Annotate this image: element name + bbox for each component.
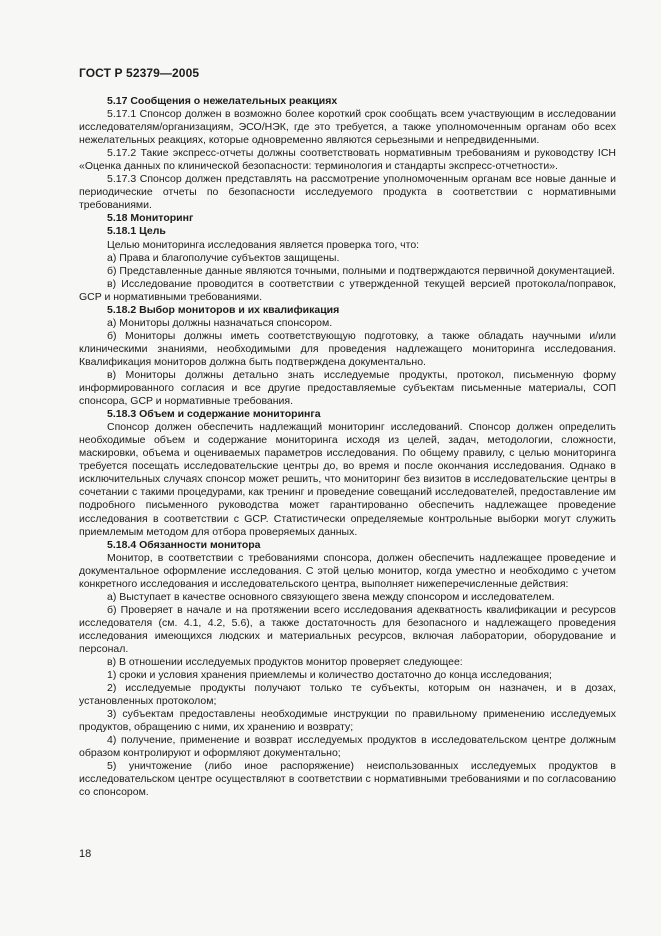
list-item: 3) субъектам предоставлены необходимые инструкции по правильному применению исследуемых продуктов, обращению с ними, их хранению и возврату; bbox=[79, 708, 616, 734]
paragraph: 5.17.3 Спонсор должен представлять на рассмотрение уполномоченным органам все новые данные и периодические отчеты по безопасности исследуемого продукта в соответствии с нормативными требованиями. bbox=[79, 173, 616, 212]
list-item: в) Исследование проводится в соответствии с утвержденной текущей версией протокола/поправок, GCP и нормативными требованиями. bbox=[79, 277, 616, 303]
list-item: в) Мониторы должны детально знать исследуемые продукты, протокол, письменную форму информированного согласия и все другие предоставляемые субъектам письменные материалы, СОП спонсора, GCP и нормативные требования. bbox=[79, 368, 616, 408]
paragraph: Целью мониторинга исследования является проверка того, что: bbox=[107, 238, 420, 251]
subsection-heading: 5.18.4 Обязанности монитора bbox=[107, 538, 261, 551]
document-body bbox=[79, 95, 616, 800]
paragraph: Спонсор должен обеспечить надлежащий мониторинг исследований. Спонсор должен определить необходимые объем и содержание мониторинга исходя из целей, задач, методологии, сложности, маскировки, объема и оцениваемых параметров исследования. По общему правилу, с целью мониторинга требуется посещать исследовательские центры до, во время и после окончания исследования. Однако в исключительных случаях спонсор может решить, что мониторинг без визитов в исследовательские центры в сочетании с такими процедурами, как тренинг и проведение совещаний исследователей, предоставление им подробного письменного руководства может гарантированно обеспечить надлежащее проведение исследования в соответствии с GCP. Статистически определяемые контрольные выборки могут служить приемлемым методом для отбора проверяемых данных. bbox=[79, 421, 616, 538]
section-heading: 5.17 Сообщения о нежелательных реакциях bbox=[107, 95, 338, 107]
paragraph: 5.17.1 Спонсор должен в возможно более короткий срок сообщать всем участвующим в исследовании исследователям/организациям, ЭСО/НЭК, где это требуется, а также уполномоченным органам обо всех нежелательных реакциях, которые одновременно являются серьезными и непредвиденными. bbox=[79, 108, 616, 147]
list-item: в) В отношении исследуемых продуктов монитор проверяет следующее: bbox=[107, 656, 463, 669]
list-item: а) Мониторы должны назначаться спонсором. bbox=[107, 316, 333, 329]
list-item: а) Права и благополучие субъектов защищены. bbox=[107, 251, 340, 264]
list-item: а) Выступает в качестве основного связующего звена между спонсором и исследователем. bbox=[107, 590, 555, 603]
list-item: 1) сроки и условия хранения приемлемы и количество достаточно до конца исследования; bbox=[107, 669, 552, 682]
standard-header: ГОСТ Р 52379—2005 bbox=[79, 66, 200, 80]
paragraph: Монитор, в соответствии с требованиями спонсора, должен обеспечить надлежащее проведение и документальное оформление исследования. С этой целью монитор, когда уместно и необходимо с учетом конкретного исследования и исследовательского центра, выполняет нижеперечисленные действия: bbox=[79, 551, 616, 590]
subsection-heading: 5.18.3 Объем и содержание мониторинга bbox=[107, 408, 321, 421]
subsection-heading: 5.18.2 Выбор мониторов и их квалификация bbox=[107, 303, 340, 316]
paragraph: 5.17.2 Такие экспресс-отчеты должны соответствовать нормативным требованиям и руководству ICH «Оценка данных по клинической безопасности: терминология и стандарты экспресс-отчетности». bbox=[79, 147, 616, 173]
page-number: 18 bbox=[79, 848, 92, 860]
list-item: б) Мониторы должны иметь соответствующую подготовку, а также обладать научными и/или клиническими знаниями, необходимыми для проведения надлежащего мониторинга исследования. Квалификация мониторов должна быть подтверждена документально. bbox=[79, 329, 616, 368]
list-item: 2) исследуемые продукты получают только те субъекты, которым он назначен, и в дозах, установленных протоколом; bbox=[79, 682, 616, 708]
list-item: 5) уничтожение (либо иное распоряжение) неиспользованных исследуемых продуктов в исследовательском центре осуществляют в соответствии с нормативными требованиями и по согласованию со спонсором. bbox=[79, 760, 616, 799]
list-item: 4) получение, применение и возврат исследуемых продуктов в исследовательском центре должным образом контролируют и оформляют документально; bbox=[79, 734, 616, 760]
section-heading: 5.18 Мониторинг bbox=[107, 212, 194, 225]
subsection-heading: 5.18.1 Цель bbox=[107, 225, 166, 238]
list-item: б) Проверяет в начале и на протяжении всего исследования адекватность квалификации и ресурсов исследователя (см. 4.1, 4.2, 5.6), а также достаточность для безопасного и надлежащего проведения исследования имеющихся людских и материальных ресурсов, включая лаборатории, оборудование и персонал. bbox=[79, 603, 616, 655]
list-item: б) Представленные данные являются точными, полными и подтверждаются первичной документацией. bbox=[107, 264, 615, 277]
